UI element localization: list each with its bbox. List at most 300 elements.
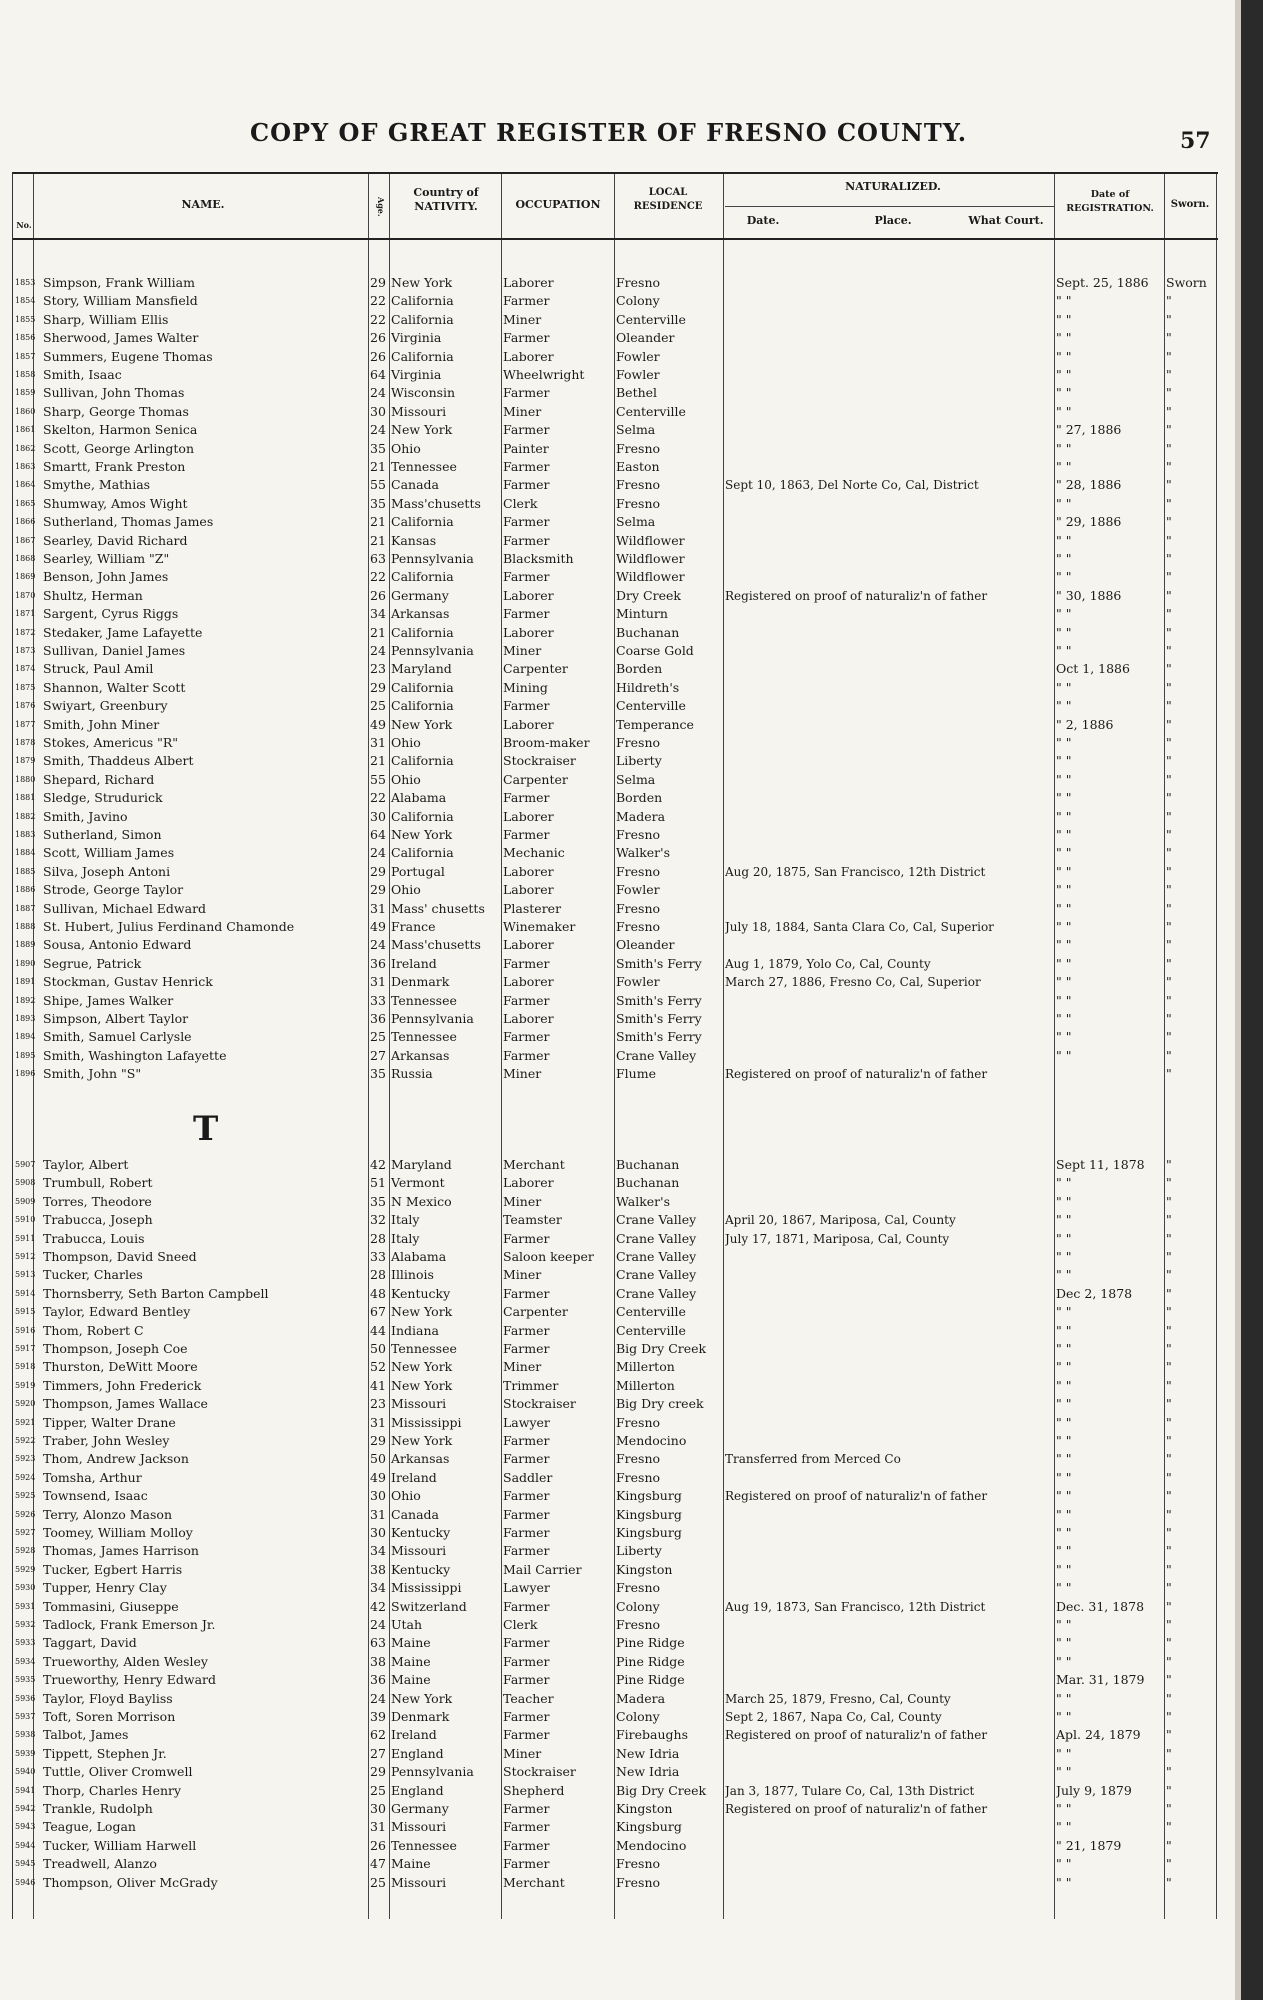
- cell-sworn: ": [1166, 771, 1172, 787]
- cell-sworn: ": [1166, 1874, 1172, 1890]
- table-row: [13, 1266, 1218, 1285]
- cell-country: Maryland: [391, 661, 452, 677]
- cell-age: 50: [370, 1451, 386, 1467]
- cell-residence: Minturn: [616, 606, 668, 622]
- cell-sworn: ": [1166, 495, 1172, 511]
- cell-country: Missouri: [391, 403, 447, 419]
- cell-name: Shannon, Walter Scott: [43, 679, 186, 695]
- cell-registration-date: " ": [1056, 1267, 1072, 1283]
- cell-number: 1892: [15, 995, 36, 1005]
- cell-registration-date: " ": [1056, 569, 1072, 585]
- cell-registration-date: " ": [1056, 348, 1072, 364]
- cell-country: California: [391, 311, 454, 327]
- table-row: [13, 1358, 1218, 1377]
- cell-occupation: Farmer: [503, 1488, 550, 1504]
- cell-sworn: ": [1166, 1433, 1172, 1448]
- cell-residence: Big Dry Creek: [616, 1341, 707, 1356]
- cell-occupation: Farmer: [503, 1341, 550, 1356]
- cell-number: 1861: [15, 425, 36, 435]
- cell-age: 25: [370, 1782, 386, 1798]
- cell-number: 1876: [15, 701, 36, 711]
- cell-age: 67: [370, 1304, 386, 1320]
- cell-country: California: [391, 293, 454, 309]
- cell-naturalized: March 27, 1886, Fresno Co, Cal, Superior: [725, 975, 981, 990]
- cell-number: 1872: [15, 627, 36, 637]
- cell-registration-date: " ": [1056, 919, 1072, 934]
- cell-occupation: Farmer: [503, 385, 550, 401]
- cell-country: Canada: [391, 477, 439, 493]
- cell-name: Tommasini, Giuseppe: [43, 1598, 179, 1614]
- cell-sworn: ": [1166, 1193, 1172, 1209]
- cell-registration-date: " 27, 1886: [1056, 422, 1122, 438]
- table-row: [13, 1616, 1218, 1635]
- cell-residence: Fresno: [616, 1451, 661, 1467]
- cell-country: Ireland: [391, 1727, 437, 1743]
- cell-occupation: Blacksmith: [503, 551, 574, 566]
- cell-sworn: ": [1166, 1047, 1172, 1063]
- cell-sworn: ": [1166, 1635, 1172, 1651]
- cell-country: New York: [391, 1304, 453, 1320]
- cell-country: Maine: [391, 1856, 431, 1872]
- cell-age: 24: [370, 643, 386, 658]
- cell-age: 30: [370, 403, 386, 419]
- cell-sworn: ": [1166, 1543, 1172, 1559]
- cell-number: 5909: [15, 1196, 36, 1206]
- cell-residence: Fresno: [616, 863, 661, 879]
- cell-sworn: ": [1166, 974, 1172, 990]
- cell-country: Portugal: [391, 863, 445, 879]
- cell-sworn: ": [1166, 1175, 1172, 1191]
- cell-occupation: Farmer: [503, 1047, 550, 1063]
- cell-occupation: Laborer: [503, 808, 554, 824]
- cell-number: 5934: [15, 1656, 36, 1666]
- cell-occupation: Wheelwright: [503, 367, 585, 382]
- table-row: [13, 1047, 1218, 1066]
- cell-name: Smartt, Frank Preston: [43, 459, 186, 474]
- cell-registration-date: " ": [1056, 440, 1072, 456]
- cell-naturalized: Jan 3, 1877, Tulare Co, Cal, 13th District: [725, 1783, 975, 1798]
- table-row: [13, 1065, 1218, 1084]
- cell-number: 5946: [15, 1877, 36, 1887]
- cell-age: 21: [370, 532, 386, 548]
- cell-residence: Crane Valley: [616, 1230, 697, 1246]
- cell-age: 26: [370, 330, 386, 346]
- table-row: [13, 274, 1218, 293]
- table-row: [13, 1745, 1218, 1764]
- cell-sworn: ": [1166, 827, 1172, 842]
- cell-residence: Mendocino: [616, 1837, 687, 1853]
- cell-registration-date: " ": [1056, 1801, 1072, 1816]
- header-registration: Date of REGISTRATION.: [1066, 189, 1154, 214]
- cell-age: 24: [370, 845, 386, 861]
- cell-country: Tennessee: [391, 459, 457, 474]
- nat-subheader-rule: [725, 206, 1054, 207]
- cell-residence: Colony: [616, 1598, 660, 1614]
- table-row: [13, 384, 1218, 403]
- table-row: [13, 532, 1218, 551]
- cell-age: 24: [370, 937, 386, 953]
- cell-residence: Fresno: [616, 900, 661, 916]
- cell-occupation: Farmer: [503, 459, 550, 474]
- cell-age: 29: [370, 863, 386, 879]
- cell-occupation: Carpenter: [503, 1304, 568, 1320]
- cell-sworn: ": [1166, 1267, 1172, 1283]
- cell-occupation: Clerk: [503, 495, 538, 511]
- cell-number: 1864: [15, 480, 36, 490]
- cell-number: 1893: [15, 1014, 36, 1023]
- cell-name: Terry, Alonzo Mason: [43, 1506, 172, 1522]
- cell-age: 24: [370, 422, 386, 438]
- cell-number: 5927: [15, 1528, 36, 1537]
- cell-registration-date: " ": [1056, 1506, 1072, 1522]
- cell-occupation: Miner: [503, 1359, 542, 1375]
- cell-name: Smythe, Mathias: [43, 477, 151, 493]
- cell-country: Germany: [391, 1801, 449, 1816]
- cell-residence: Liberty: [616, 753, 662, 769]
- cell-residence: Millerton: [616, 1359, 675, 1375]
- cell-name: Smith, John Miner: [43, 716, 160, 732]
- cell-sworn: ": [1166, 1029, 1172, 1045]
- cell-name: Sullivan, John Thomas: [43, 385, 185, 401]
- cell-age: 31: [370, 735, 386, 750]
- cell-registration-date: " ": [1056, 753, 1072, 769]
- cell-name: Sutherland, Simon: [43, 827, 162, 842]
- cell-occupation: Farmer: [503, 1653, 550, 1669]
- cell-country: N Mexico: [391, 1193, 452, 1209]
- table-row: [13, 513, 1218, 532]
- cell-occupation: Farmer: [503, 1029, 550, 1045]
- cell-residence: Fresno: [616, 1856, 661, 1872]
- cell-residence: Smith's Ferry: [616, 1029, 702, 1045]
- cell-name: Thurston, DeWitt Moore: [43, 1359, 198, 1375]
- cell-name: Tippett, Stephen Jr.: [43, 1745, 167, 1761]
- cell-name: Teague, Logan: [43, 1819, 136, 1835]
- cell-sworn: ": [1166, 440, 1172, 456]
- cell-registration-date: " ": [1056, 403, 1072, 419]
- cell-country: England: [391, 1782, 444, 1798]
- cell-name: Smith, Isaac: [43, 367, 122, 382]
- cell-residence: Buchanan: [616, 624, 680, 640]
- cell-country: California: [391, 569, 454, 585]
- cell-country: Missouri: [391, 1874, 447, 1890]
- cell-number: 1880: [15, 774, 36, 784]
- cell-name: Tadlock, Frank Emerson Jr.: [43, 1617, 216, 1632]
- cell-number: 5928: [15, 1546, 36, 1556]
- cell-number: 5944: [15, 1840, 36, 1850]
- cell-sworn: ": [1166, 1451, 1172, 1467]
- cell-registration-date: " ": [1056, 1709, 1072, 1724]
- cell-sworn: ": [1166, 1285, 1172, 1301]
- cell-registration-date: " ": [1056, 1617, 1072, 1632]
- cell-occupation: Carpenter: [503, 661, 568, 677]
- cell-residence: Fresno: [616, 495, 661, 511]
- cell-name: Searley, William "Z": [43, 551, 170, 566]
- cell-age: 63: [370, 551, 386, 566]
- cell-sworn: ": [1166, 293, 1172, 309]
- cell-country: New York: [391, 275, 453, 290]
- cell-age: 22: [370, 293, 386, 309]
- table-row: [13, 752, 1218, 771]
- cell-age: 29: [370, 1764, 386, 1780]
- table-row: [13, 1028, 1218, 1047]
- cell-residence: Bethel: [616, 385, 658, 401]
- cell-name: Scott, George Arlington: [43, 440, 194, 456]
- cell-occupation: Saddler: [503, 1469, 553, 1485]
- cell-occupation: Farmer: [503, 1837, 550, 1853]
- cell-number: 5919: [15, 1380, 36, 1390]
- cell-age: 22: [370, 311, 386, 327]
- table-row: [13, 348, 1218, 367]
- cell-age: 27: [370, 1047, 386, 1063]
- cell-name: Toft, Soren Morrison: [43, 1709, 176, 1724]
- cell-country: California: [391, 845, 454, 861]
- cell-country: Mass' chusetts: [391, 900, 485, 916]
- cell-naturalized: Registered on proof of naturaliz'n of father: [725, 588, 988, 603]
- cell-residence: New Idria: [616, 1745, 680, 1761]
- cell-name: Silva, Joseph Antoni: [43, 863, 171, 879]
- cell-number: 1887: [15, 903, 36, 913]
- cell-name: Sharp, William Ellis: [43, 311, 169, 327]
- cell-age: 50: [370, 1341, 386, 1356]
- cell-occupation: Stockraiser: [503, 1764, 576, 1780]
- cell-naturalized: March 25, 1879, Fresno, Cal, County: [725, 1691, 951, 1706]
- cell-occupation: Farmer: [503, 532, 550, 548]
- cell-age: 29: [370, 679, 386, 695]
- cell-occupation: Merchant: [503, 1157, 565, 1172]
- cell-country: Tennessee: [391, 1341, 457, 1356]
- cell-sworn: ": [1166, 698, 1172, 714]
- cell-age: 35: [370, 1066, 386, 1082]
- cell-name: Taggart, David: [43, 1635, 137, 1651]
- cell-sworn: ": [1166, 753, 1172, 769]
- cell-age: 26: [370, 587, 386, 603]
- cell-name: Trueworthy, Henry Edward: [43, 1672, 216, 1688]
- cell-occupation: Miner: [503, 311, 542, 327]
- cell-sworn: ": [1166, 1506, 1172, 1522]
- table-row: [13, 881, 1218, 900]
- cell-sworn: ": [1166, 422, 1172, 438]
- cell-country: Maine: [391, 1635, 431, 1651]
- cell-residence: Kingsburg: [616, 1819, 682, 1835]
- cell-occupation: Saloon keeper: [503, 1249, 594, 1264]
- cell-sworn: ": [1166, 1469, 1172, 1485]
- cell-sworn: ": [1166, 477, 1172, 493]
- cell-residence: Crane Valley: [616, 1249, 697, 1264]
- cell-country: Italy: [391, 1212, 420, 1228]
- cell-occupation: Teamster: [503, 1212, 562, 1228]
- cell-residence: Fowler: [616, 974, 660, 990]
- cell-occupation: Farmer: [503, 1819, 550, 1835]
- cell-registration-date: Sept. 25, 1886: [1056, 275, 1149, 290]
- page-number: 57: [1180, 128, 1211, 154]
- cell-residence: Buchanan: [616, 1157, 680, 1172]
- table-row: [13, 918, 1218, 937]
- cell-sworn: ": [1166, 716, 1172, 732]
- header-naturalized: NATURALIZED.: [845, 180, 941, 193]
- cell-age: 28: [370, 1267, 386, 1283]
- cell-age: 41: [370, 1377, 386, 1393]
- cell-country: Illinois: [391, 1267, 434, 1283]
- cell-number: 1870: [15, 590, 36, 600]
- cell-registration-date: " ": [1056, 1377, 1072, 1393]
- cell-residence: Borden: [616, 790, 663, 806]
- cell-registration-date: " ": [1056, 311, 1072, 327]
- cell-naturalized: April 20, 1867, Mariposa, Cal, County: [725, 1213, 956, 1228]
- cell-registration-date: " ": [1056, 293, 1072, 309]
- cell-country: Mississippi: [391, 1580, 462, 1596]
- cell-age: 35: [370, 1193, 386, 1209]
- cell-age: 49: [370, 919, 386, 934]
- cell-registration-date: " ": [1056, 937, 1072, 953]
- cell-occupation: Plasterer: [503, 900, 562, 916]
- cell-residence: Walker's: [616, 845, 671, 861]
- cell-registration-date: " 2, 1886: [1056, 716, 1114, 732]
- header-nat-date: Date.: [746, 214, 780, 227]
- cell-naturalized: Sept 10, 1863, Del Norte Co, Cal, District: [725, 478, 979, 493]
- cell-country: Tennessee: [391, 1837, 457, 1853]
- cell-number: 5908: [15, 1178, 36, 1188]
- cell-registration-date: " ": [1056, 1525, 1072, 1540]
- cell-occupation: Laborer: [503, 863, 554, 879]
- cell-age: 31: [370, 1506, 386, 1522]
- cell-registration-date: " ": [1056, 1635, 1072, 1651]
- cell-number: 5911: [15, 1233, 36, 1243]
- cell-occupation: Painter: [503, 440, 549, 456]
- cell-sworn: ": [1166, 1598, 1172, 1614]
- table-row: [13, 495, 1218, 514]
- cell-number: 5921: [15, 1417, 36, 1427]
- cell-registration-date: Apl. 24, 1879: [1056, 1727, 1141, 1743]
- cell-occupation: Miner: [503, 1193, 542, 1209]
- cell-age: 24: [370, 1617, 386, 1632]
- cell-residence: Kingsburg: [616, 1506, 682, 1522]
- cell-country: Ohio: [391, 771, 421, 787]
- cell-residence: Madera: [616, 808, 666, 824]
- table-row: [13, 1671, 1218, 1690]
- cell-occupation: Farmer: [503, 1285, 550, 1301]
- cell-name: Thompson, Oliver McGrady: [43, 1874, 218, 1890]
- cell-country: Ohio: [391, 1488, 421, 1504]
- header-occupation: OCCUPATION: [515, 198, 601, 211]
- cell-registration-date: " ": [1056, 1414, 1072, 1430]
- cell-country: New York: [391, 1433, 453, 1448]
- cell-sworn: ": [1166, 790, 1172, 806]
- cell-country: France: [391, 919, 436, 934]
- cell-registration-date: Mar. 31, 1879: [1056, 1672, 1145, 1688]
- cell-country: Kansas: [391, 532, 437, 548]
- cell-registration-date: July 9, 1879: [1056, 1782, 1132, 1798]
- cell-number: 5920: [15, 1399, 36, 1409]
- cell-registration-date: " ": [1056, 1856, 1072, 1872]
- cell-number: 5912: [15, 1252, 36, 1261]
- cell-occupation: Farmer: [503, 1525, 550, 1540]
- cell-sworn: ": [1166, 1414, 1172, 1430]
- cell-name: Traber, John Wesley: [43, 1433, 170, 1448]
- table-row: [13, 716, 1218, 735]
- cell-number: 5935: [15, 1675, 36, 1685]
- cell-residence: Fresno: [616, 1414, 661, 1430]
- table-row: [13, 1782, 1218, 1801]
- cell-registration-date: " ": [1056, 367, 1072, 382]
- cell-name: Smith, Washington Lafayette: [43, 1047, 227, 1063]
- table-row: [13, 1690, 1218, 1709]
- cell-residence: Crane Valley: [616, 1212, 697, 1228]
- cell-name: Trabucca, Louis: [43, 1230, 145, 1246]
- cell-sworn: ": [1166, 1727, 1172, 1743]
- cell-sworn: ": [1166, 937, 1172, 953]
- cell-number: 5930: [15, 1583, 36, 1593]
- table-row: [13, 936, 1218, 955]
- cell-number: 1871: [15, 609, 36, 619]
- cell-occupation: Farmer: [503, 1727, 550, 1743]
- cell-number: 1866: [15, 517, 36, 527]
- cell-country: New York: [391, 1377, 453, 1393]
- cell-sworn: ": [1166, 1249, 1172, 1264]
- cell-registration-date: " ": [1056, 1322, 1072, 1338]
- cell-registration-date: " ": [1056, 1047, 1072, 1063]
- cell-country: Kentucky: [391, 1561, 451, 1577]
- cell-country: Tennessee: [391, 992, 457, 1008]
- cell-number: 1869: [15, 572, 36, 582]
- cell-name: Sutherland, Thomas James: [43, 514, 214, 530]
- cell-name: Stokes, Americus "R": [43, 735, 179, 750]
- cell-name: Searley, David Richard: [43, 532, 188, 548]
- cell-sworn: ": [1166, 919, 1172, 934]
- cell-residence: Hildreth's: [616, 679, 680, 695]
- cell-sworn: ": [1166, 330, 1172, 346]
- cell-name: Trumbull, Robert: [43, 1175, 153, 1191]
- cell-residence: Oleander: [616, 330, 675, 346]
- cell-number: 1889: [15, 940, 36, 950]
- cell-age: 34: [370, 606, 386, 622]
- cell-number: 5923: [15, 1454, 36, 1464]
- cell-residence: Madera: [616, 1690, 666, 1706]
- cell-name: Shumway, Amos Wight: [43, 495, 188, 511]
- cell-sworn: ": [1166, 992, 1172, 1008]
- cell-name: Tucker, Charles: [43, 1267, 143, 1283]
- cell-age: 21: [370, 753, 386, 769]
- cell-name: Strode, George Taylor: [43, 882, 184, 898]
- cell-number: 1857: [15, 351, 36, 361]
- cell-name: Story, William Mansfield: [43, 293, 198, 309]
- cell-age: 49: [370, 1469, 386, 1485]
- cell-occupation: Farmer: [503, 330, 550, 346]
- cell-registration-date: " ": [1056, 955, 1072, 971]
- header-no: No.: [16, 220, 32, 230]
- cell-country: Russia: [391, 1066, 433, 1082]
- cell-name: Benson, John James: [43, 569, 169, 585]
- cell-name: Sullivan, Michael Edward: [43, 900, 207, 916]
- cell-occupation: Farmer: [503, 569, 550, 585]
- cell-name: Trankle, Rudolph: [43, 1801, 153, 1816]
- cell-age: 47: [370, 1856, 386, 1872]
- cell-number: 1882: [15, 811, 36, 821]
- cell-age: 36: [370, 1011, 386, 1026]
- cell-residence: Borden: [616, 661, 663, 677]
- cell-number: 1883: [15, 830, 36, 839]
- cell-name: Stedaker, Jame Lafayette: [43, 624, 203, 640]
- cell-registration-date: " ": [1056, 863, 1072, 879]
- header-sworn: Sworn.: [1170, 199, 1210, 210]
- cell-occupation: Farmer: [503, 992, 550, 1008]
- cell-country: New York: [391, 1359, 453, 1375]
- table-row: [13, 1837, 1218, 1856]
- cell-number: 1890: [15, 958, 36, 968]
- table-row: [13, 1874, 1218, 1893]
- cell-residence: Liberty: [616, 1543, 662, 1559]
- cell-registration-date: " ": [1056, 790, 1072, 806]
- table-row: [13, 1524, 1218, 1543]
